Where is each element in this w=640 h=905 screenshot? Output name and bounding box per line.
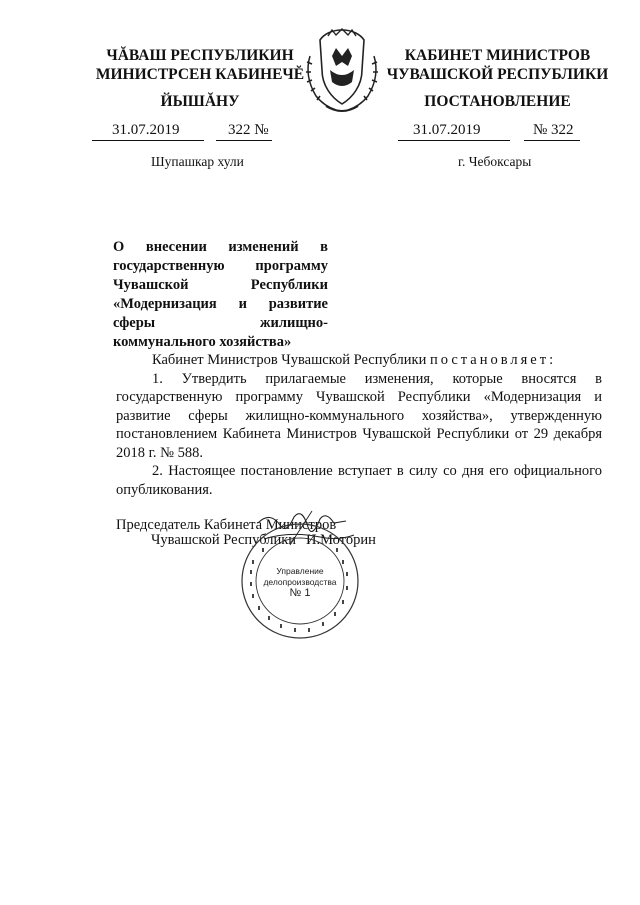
intro-verb: постановляет: (429, 352, 557, 368)
intro-prefix: Кабинет Министров Чувашской Республики (152, 352, 427, 368)
left-city: Шупашкар хули (151, 154, 244, 169)
chuvash-coat-of-arms-icon (302, 26, 382, 116)
left-date: 31.07.2019 (112, 122, 180, 138)
right-date: 31.07.2019 (413, 122, 481, 138)
header-left-title (95, 46, 305, 84)
left-number-underline (216, 140, 272, 141)
stamp-line2: делопроизводства (263, 577, 337, 587)
emblem-graphic (302, 26, 382, 116)
header-left-line1: ЧĂВАШ РЕСПУБЛИКИН (106, 47, 294, 64)
right-date-underline (398, 140, 510, 141)
paragraph-2: 2. Настоящее постановление вступает в силу со дня его официального опубликования. (116, 463, 602, 498)
left-date-underline (92, 140, 204, 141)
right-number-underline (524, 140, 580, 141)
header-right-line1: КАБИНЕТ МИНИСТРОВ (404, 47, 591, 64)
header-left-line2: МИНИСТРСЕН КАБИНЕЧĔ (95, 66, 305, 83)
official-stamp (238, 520, 362, 642)
header-right-title (385, 46, 610, 84)
right-number: № 322 (533, 122, 574, 138)
document-subject: О внесении изменений в государственную программу Чувашской Республики «Модернизация и развитие сферы жилищно-коммунального хозяйства» (113, 239, 328, 350)
signature-line2: Чувашской Республики (151, 532, 297, 548)
header-right-doc-type: ПОСТАНОВЛЕНИЕ (424, 93, 571, 110)
right-city: г. Чебоксары (458, 154, 532, 169)
stamp-inner-text (260, 566, 340, 599)
left-number: 322 № (228, 122, 269, 138)
stamp-line1: Управление (276, 566, 324, 576)
paragraph-1: 1. Утвердить прилагаемые изменения, которые вносятся в государственную программу Чувашской Республики «Модернизация и развитие сферы жилищно-коммунального хозяйства», утвержденную постановлением Кабинета Министров Чувашской Республики от 29 декабря 2018 г. № 588. (116, 370, 602, 461)
header-right-line2: ЧУВАШСКОЙ РЕСПУБЛИКИ (386, 66, 609, 83)
intro-paragraph (116, 351, 602, 370)
document-body (116, 351, 602, 499)
signature-line1: Председатель Кабинета Министров (116, 517, 337, 533)
header-left-doc-type: ЙЫШĂНУ (160, 93, 240, 110)
signatory-name: И.Моторин (306, 532, 376, 548)
stamp-line3: № 1 (289, 587, 311, 599)
